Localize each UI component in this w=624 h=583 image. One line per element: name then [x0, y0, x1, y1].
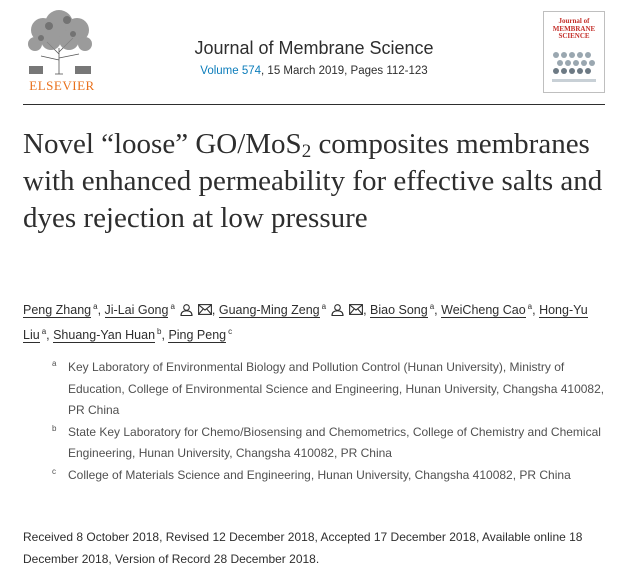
author-link[interactable]: Biao Song: [370, 303, 428, 317]
affiliation-text: Key Laboratory of Environmental Biology and Pollution Control (Hunan University), Ministry of Education, College of Environmental Science and Engineering, Hunan University, Changsha 410082, PR China: [68, 360, 605, 417]
journal-issue-info: [23, 65, 605, 77]
author-entry: [53, 328, 161, 342]
affiliation-marker: a: [429, 302, 435, 311]
affiliation-text: State Key Laboratory for Chemo/Biosensing and Chemometrics, College of Chemistry and Chemical Engineering, Hunan University, Changsha 410082, PR China: [68, 424, 601, 460]
author-link[interactable]: Ping Peng: [168, 328, 227, 342]
journal-title-link[interactable]: Journal of Membrane Science: [194, 38, 434, 58]
email-icon[interactable]: [198, 304, 212, 315]
article-history-dates: Received 8 October 2018, Revised 12 December 2018, Accepted 17 December 2018, Available online 18 December 2018, Version of Record 28 December 2018.: [23, 530, 583, 566]
affiliation-item: [50, 465, 610, 487]
email-icon[interactable]: [349, 304, 363, 315]
author-link[interactable]: Hong-Yu Liu: [23, 303, 588, 342]
person-icon[interactable]: [331, 304, 344, 316]
author-list: Peng Zhang $^a$, Ji-Lai Gong $^a$ , Guang-Ming Zeng $^a$ , Biao Song $^a$, WeiCheng Cao $^a$, Hong-Yu Liu $^a$, Shuang-Yan Huan $^b$, Ping Peng $^c$: [23, 302, 588, 342]
affiliation-marker: a: [41, 327, 47, 336]
affiliation-text: College of Materials Science and Engineering, Hunan University, Changsha 410082, PR China: [68, 467, 571, 482]
article-header: [23, 8, 605, 104]
affiliation-marker: a: [527, 302, 533, 311]
author-entry: [441, 303, 532, 317]
author-entry: [370, 303, 434, 317]
affiliation-letter: b: [52, 423, 57, 433]
title-subscript: 2: [301, 141, 312, 162]
publisher-name: ELSEVIER: [29, 78, 95, 93]
affiliation-marker: a: [170, 302, 175, 311]
journal-cover-image[interactable]: [543, 11, 605, 93]
author-entry: [23, 303, 98, 317]
cover-illustration: [544, 41, 604, 91]
article-title: [23, 126, 603, 237]
affiliation-marker: a: [321, 302, 327, 311]
author-link[interactable]: Ji-Lai Gong: [104, 303, 169, 317]
author-link[interactable]: Shuang-Yan Huan: [53, 328, 156, 342]
author-entry: [219, 303, 363, 317]
affiliation-list: [50, 357, 610, 486]
author-entry: [168, 328, 232, 342]
affiliation-letter: c: [52, 466, 56, 476]
affiliation-marker: b: [157, 327, 162, 336]
person-icon[interactable]: [180, 304, 193, 316]
issue-details: , 15 March 2019, Pages 112-123: [261, 65, 428, 77]
cover-title: Journal of MEMBRANE SCIENCE: [552, 17, 596, 40]
affiliation-item: [50, 357, 610, 422]
author-link[interactable]: Guang-Ming Zeng: [218, 303, 320, 317]
affiliation-marker: c: [228, 327, 233, 336]
header-divider: [23, 104, 605, 105]
author-link[interactable]: WeiCheng Cao: [441, 303, 526, 317]
affiliation-marker: a: [93, 302, 98, 311]
author-entry: [105, 303, 212, 317]
affiliation-letter: a: [52, 359, 57, 368]
author-link[interactable]: Peng Zhang: [23, 303, 92, 317]
title-part-1: Novel “loose” GO/MoS: [23, 128, 302, 160]
affiliation-item: [50, 422, 610, 465]
title-part-2: composites membranes with enhanced permeability for effective salts and dyes rejection at low pressure: [23, 128, 603, 234]
volume-link[interactable]: Volume 574: [200, 65, 262, 77]
